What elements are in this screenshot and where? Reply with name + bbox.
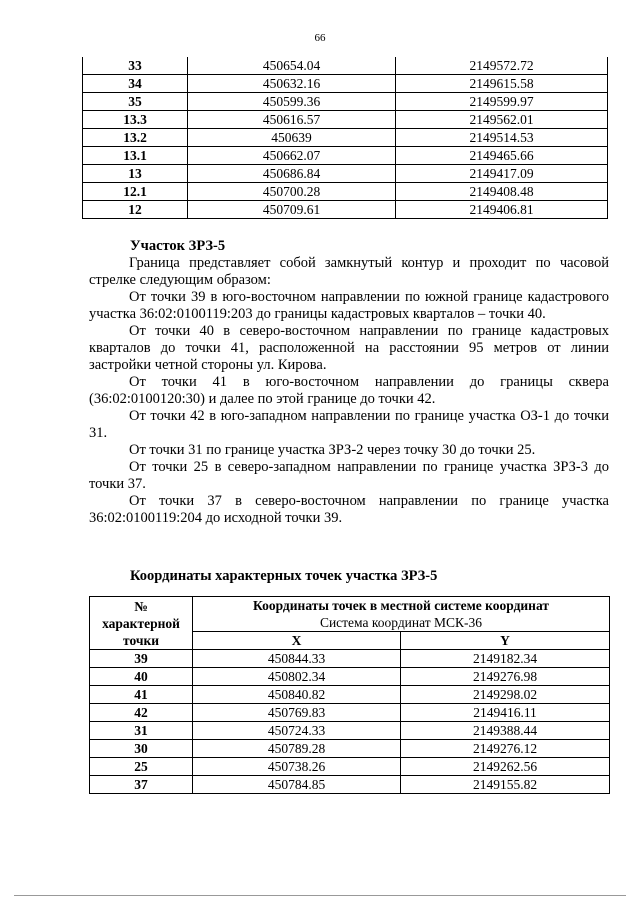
- table2-body: [90, 650, 610, 794]
- point-number-cell: 33: [83, 57, 188, 75]
- table-row: [83, 183, 608, 201]
- header-coords-system: Система координат МСК-36: [319, 615, 483, 630]
- point-number-cell: 41: [90, 686, 193, 704]
- y-coordinate-cell: 2149572.72: [396, 57, 608, 75]
- x-coordinate-cell: 450662.07: [188, 147, 396, 165]
- point-number-cell: 25: [90, 758, 193, 776]
- point-number-cell: 12: [83, 201, 188, 219]
- y-coordinate-cell: 2149298.02: [401, 686, 610, 704]
- header-coords-title: Координаты точек в местной системе координат: [252, 598, 549, 613]
- x-coordinate-cell: 450840.82: [193, 686, 401, 704]
- x-coordinate-cell: 450709.61: [188, 201, 396, 219]
- header-no-line3: точки: [122, 632, 160, 648]
- point-number-cell: 34: [83, 75, 188, 93]
- x-coordinate-cell: 450686.84: [188, 165, 396, 183]
- section-title: Участок ЗРЗ-5: [130, 238, 226, 254]
- x-coordinate-cell: 450632.16: [188, 75, 396, 93]
- table-row: [90, 776, 610, 794]
- paragraph: От точки 25 в северо-западном направлении по границе участка ЗРЗ-3 до точки 37.: [89, 459, 609, 492]
- table-row: [90, 686, 610, 704]
- point-number-cell: 13.3: [83, 111, 188, 129]
- x-coordinate-cell: 450599.36: [188, 93, 396, 111]
- y-coordinate-cell: 2149406.81: [396, 201, 608, 219]
- point-number-cell: 13.2: [83, 129, 188, 147]
- table-row: [83, 75, 608, 93]
- y-coordinate-cell: 2149182.34: [401, 650, 610, 668]
- x-coordinate-cell: 450789.28: [193, 740, 401, 758]
- table-row: [83, 147, 608, 165]
- table-row: [83, 129, 608, 147]
- point-number-cell: 31: [90, 722, 193, 740]
- point-number-cell: 13.1: [83, 147, 188, 165]
- y-coordinate-cell: 2149276.12: [401, 740, 610, 758]
- x-coordinate-cell: 450639: [188, 129, 396, 147]
- point-number-cell: 40: [90, 668, 193, 686]
- x-coordinate-cell: 450724.33: [193, 722, 401, 740]
- x-coordinate-cell: 450616.57: [188, 111, 396, 129]
- table-row: [83, 57, 608, 75]
- table-row: [90, 650, 610, 668]
- y-coordinate-cell: 2149155.82: [401, 776, 610, 794]
- table-row: [90, 740, 610, 758]
- table-row: [90, 704, 610, 722]
- header-x: X: [193, 632, 401, 650]
- x-coordinate-cell: 450784.85: [193, 776, 401, 794]
- y-coordinate-cell: 2149615.58: [396, 75, 608, 93]
- y-coordinate-cell: 2149388.44: [401, 722, 610, 740]
- y-coordinate-cell: 2149465.66: [396, 147, 608, 165]
- paragraph: От точки 42 в юго-западном направлении по границе участка ОЗ-1 до точки 31.: [89, 408, 609, 441]
- coordinates-table: [89, 596, 610, 794]
- y-coordinate-cell: 2149417.09: [396, 165, 608, 183]
- page-edge-line: [14, 895, 626, 896]
- x-coordinate-cell: 450654.04: [188, 57, 396, 75]
- point-number-cell: 12.1: [83, 183, 188, 201]
- table-row: [90, 758, 610, 776]
- x-coordinate-cell: 450738.26: [193, 758, 401, 776]
- point-number-cell: 13: [83, 165, 188, 183]
- header-point-number: [90, 597, 193, 650]
- y-coordinate-cell: 2149562.01: [396, 111, 608, 129]
- paragraph: От точки 31 по границе участка ЗРЗ-2 через точку 30 до точки 25.: [129, 442, 536, 458]
- paragraph: От точки 41 в юго-восточном направлении до границы сквера (36:02:0100120:30) и далее по этой границе до точки 42.: [89, 374, 609, 407]
- table-row: [83, 201, 608, 219]
- x-coordinate-cell: 450844.33: [193, 650, 401, 668]
- boundary-description: [89, 255, 609, 527]
- table-row: [83, 165, 608, 183]
- header-no-line1: №: [134, 598, 148, 614]
- coordinates-title: Координаты характерных точек участка ЗРЗ-5: [130, 568, 438, 584]
- header-coordinates: [193, 597, 610, 632]
- point-number-cell: 30: [90, 740, 193, 758]
- page-number: 66: [314, 32, 326, 44]
- y-coordinate-cell: 2149514.53: [396, 129, 608, 147]
- point-number-cell: 39: [90, 650, 193, 668]
- header-no-line2: характерной: [102, 615, 180, 631]
- paragraph: От точки 40 в северо-восточном направлении по границе кадастровых кварталов до точки 41, расположенной на расстоянии 95 метров от линии застройки четной стороны ул. Кирова.: [89, 323, 609, 373]
- y-coordinate-cell: 2149599.97: [396, 93, 608, 111]
- y-coordinate-cell: 2149262.56: [401, 758, 610, 776]
- point-number-cell: 37: [90, 776, 193, 794]
- y-coordinate-cell: 2149416.11: [401, 704, 610, 722]
- table-row: [90, 722, 610, 740]
- y-coordinate-cell: 2149408.48: [396, 183, 608, 201]
- table-row: [83, 93, 608, 111]
- paragraph: От точки 39 в юго-восточном направлении по южной границе кадастрового участка 36:02:0100119:203 до границы кадастровых кварталов – точки 40.: [89, 289, 609, 322]
- table-row: [83, 111, 608, 129]
- x-coordinate-cell: 450802.34: [193, 668, 401, 686]
- point-number-cell: 42: [90, 704, 193, 722]
- table1-body: [83, 57, 608, 219]
- table-row: [90, 668, 610, 686]
- y-coordinate-cell: 2149276.98: [401, 668, 610, 686]
- paragraph: Граница представляет собой замкнутый контур и проходит по часовой стрелке следующим образом:: [89, 255, 609, 288]
- x-coordinate-cell: 450700.28: [188, 183, 396, 201]
- paragraph: От точки 37 в северо-восточном направлении по границе участка 36:02:0100119:204 до исходной точки 39.: [89, 493, 609, 526]
- header-y: Y: [401, 632, 610, 650]
- x-coordinate-cell: 450769.83: [193, 704, 401, 722]
- point-number-cell: 35: [83, 93, 188, 111]
- coordinates-table-continued: [82, 57, 608, 219]
